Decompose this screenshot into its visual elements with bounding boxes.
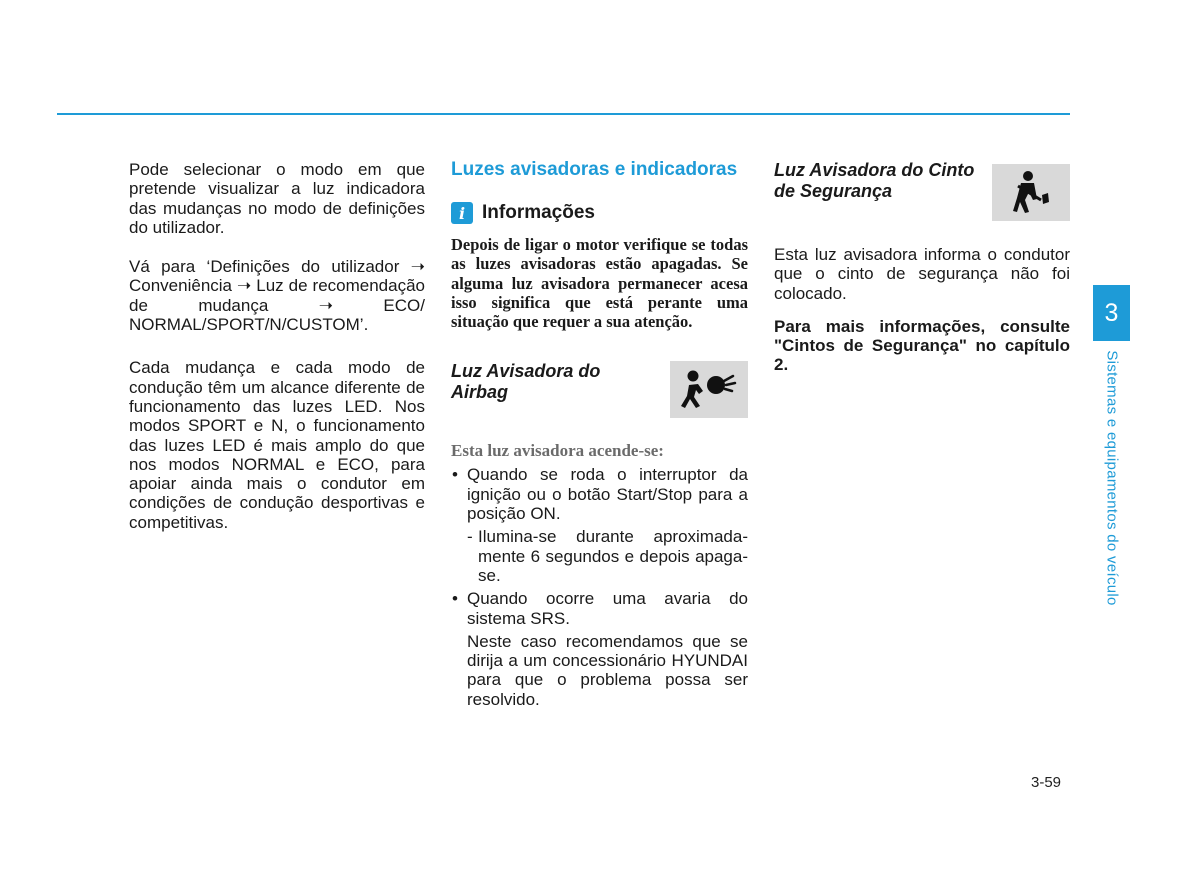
info-label: Informações (482, 202, 595, 223)
seatbelt-warning-block (774, 160, 1070, 222)
sub-bullet-duration (451, 527, 748, 585)
chapter-title: Sistemas e equipamentos do veículo (1103, 350, 1121, 606)
column-right (774, 160, 1070, 375)
bullet-ignition (451, 465, 748, 523)
sub-bullet-duration-text: Ilumina-se durante aproximada-mente 6 segundos e depois apaga-se. (478, 527, 748, 585)
header-rule (57, 113, 1070, 115)
seatbelt-reference: Para mais informações, consulte "Cintos de Segurança" no capítulo 2. (774, 316, 1070, 375)
bullet-mark: • (452, 589, 458, 609)
bullet-ignition-text: Quando se roda o interruptor da ignição ou o botão Start/Stop para a posição ON. (467, 465, 748, 524)
seatbelt-warning-title: Luz Avisadora do Cinto de Segurança (774, 160, 975, 201)
chapter-number-tab: 3 (1093, 285, 1130, 341)
dash-mark: - (467, 527, 473, 547)
column-left (129, 160, 425, 532)
paragraph-settings-path: Vá para ‘Definições do utilizador ➝ Conveniência ➝ Luz de recomendação de mudança ➝ ECO/ NORMAL/SPORT/N/CUSTOM’. (129, 257, 425, 335)
info-header (451, 202, 748, 224)
section-heading: Luzes avisadoras e indicadoras (451, 159, 738, 180)
info-text: Depois de ligar o motor verifique se todas as luzes avisadoras estão apagadas. Se alguma luz avisadora permanecer acesa isso significa que está perante uma situação que requer a sua atenção. (451, 235, 748, 332)
seatbelt-description: Esta luz avisadora informa o condutor que o cinto de segurança não foi colocado. (774, 245, 1070, 303)
lights-on-heading: Esta luz avisadora acende-se: (451, 441, 664, 461)
dealer-recommendation: Neste caso recomendamos que se dirija a um concessionário HYUNDAI para que o problema possa ser resolvido. (467, 631, 748, 709)
info-icon: i (451, 202, 473, 224)
bullet-srs-fault (451, 589, 748, 628)
paragraph-mode-select: Pode selecionar o modo em que pretende visualizar a luz indicadora das mudanças no modo de definições do utilizador. (129, 160, 425, 237)
column-middle (451, 160, 748, 709)
bullet-srs-fault-text: Quando ocorre uma avaria do sistema SRS. (467, 589, 748, 628)
airbag-warning-title: Luz Avisadora do Airbag (451, 361, 601, 403)
bullet-mark: • (452, 465, 458, 485)
airbag-warning-icon (670, 361, 748, 418)
paragraph-led-range: Cada mudança e cada modo de condução têm um alcance diferente de funcionamento das luzes LED. Nos modos SPORT e N, o funcionamento das luzes LED é mais amplo do que nos modos NORMAL e ECO, para apoiar ainda mais o condutor em condições de condução desportivas e competitivas. (129, 358, 425, 532)
page-number: 3-59 (1031, 774, 1062, 791)
airbag-warning-block (451, 361, 748, 423)
seatbelt-warning-icon (992, 164, 1070, 221)
